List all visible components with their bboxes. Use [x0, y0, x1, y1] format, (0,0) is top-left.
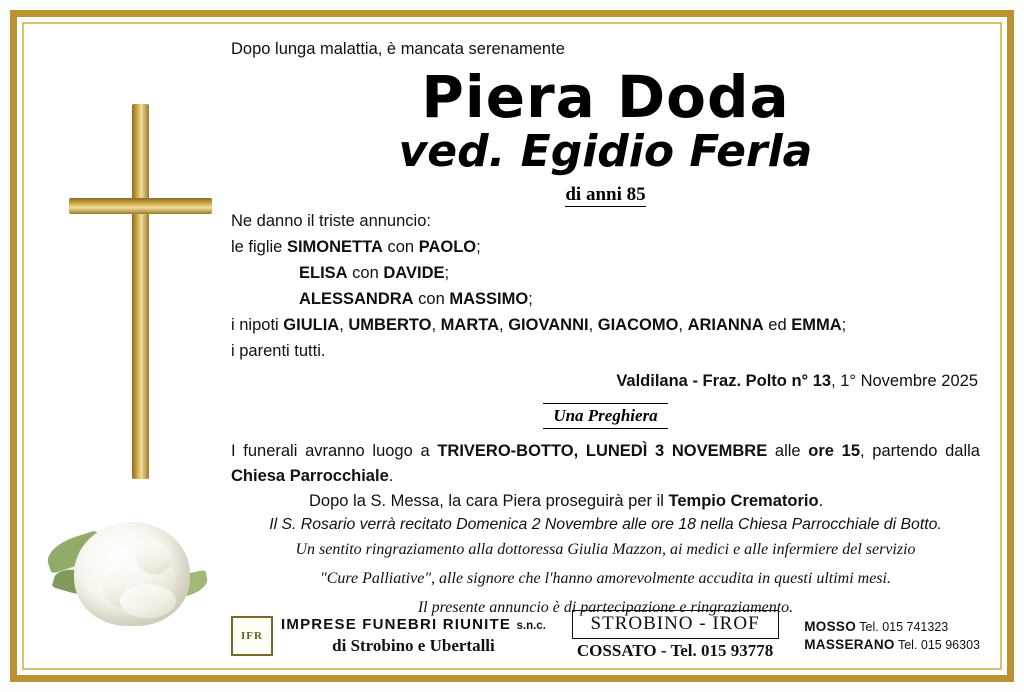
funeral-home-owners: di Strobino e Ubertalli — [332, 635, 495, 655]
funeral-home-logo-icon: IFR — [231, 616, 273, 656]
branch-name-mosso: MOSSO — [804, 618, 857, 634]
age-text: di anni 85 — [565, 183, 646, 205]
family-line-alessandra: ALESSANDRA con MASSIMO; — [299, 289, 533, 308]
deceased-name-primary: Piera Doda — [421, 63, 790, 131]
white-rose-icon — [44, 504, 214, 644]
intro-text: Dopo lunga malattia, è mancata serenamente — [231, 40, 565, 58]
thanks-line-1: Un sentito ringraziamento alla dottoressa Giulia Mazzon, ai medici e alle infermiere del servizio — [295, 541, 916, 559]
announcement-content — [231, 40, 980, 666]
decorative-artwork — [26, 26, 236, 666]
funeral-home-footer — [231, 608, 984, 664]
funeral-home-name — [281, 616, 546, 635]
deceased-name-secondary: ved. Egidio Ferla — [398, 126, 813, 178]
cross-crossbar-icon — [69, 198, 212, 214]
place-and-date: Valdilana - Fraz. Polto n° 13, 1° Novembre 2025 — [616, 371, 978, 390]
family-line-daughters: le figlie SIMONETTA con PAOLO; — [231, 237, 481, 256]
thanks-line-3: Il presente annuncio è di partecipazione e ringraziamento. — [417, 598, 794, 616]
poster-sheet — [26, 26, 998, 666]
family-line-relatives: i parenti tutti. — [231, 341, 326, 360]
funeral-details: I funerali avranno luogo a TRIVERO-BOTTO, LUNEDÌ 3 NOVEMBRE alle ore 15, partendo dalla Chiesa Parrocchiale. — [231, 441, 980, 485]
family-line-elisa: ELISA con DAVIDE; — [299, 263, 450, 282]
branch-contacts — [804, 618, 984, 654]
funeral-home-name-text: IMPRESE FUNEBRI RIUNITE — [281, 616, 512, 633]
brand-box-text: STROBINO - IROF — [572, 610, 779, 639]
rose-bloom — [74, 522, 190, 626]
family-line-grandchildren: i nipoti GIULIA, UMBERTO, MARTA, GIOVANNI, GIACOMO, ARIANNA ed EMMA; — [231, 315, 847, 334]
funeral-home-name-block — [281, 616, 546, 656]
branch-contact-mosso — [804, 618, 980, 636]
notice-lead: Ne danno il triste annuncio: — [231, 211, 431, 230]
mass-details: Dopo la S. Messa, la cara Piera proseguirà per il Tempio Crematorio. — [309, 492, 824, 511]
branch-contact-masserano — [804, 636, 980, 654]
cross-icon — [132, 104, 149, 479]
funeral-home-identity — [231, 616, 546, 656]
age-line — [231, 184, 980, 206]
funeral-home-legal-suffix: s.n.c. — [516, 620, 546, 632]
rosary-details: Il S. Rosario verrà recitato Domenica 2 Novembre alle ore 18 nella Chiesa Parrocchiale di Botto. — [269, 516, 942, 534]
branch-phone-masserano: Tel. 015 96303 — [897, 638, 980, 652]
rose-petal — [120, 584, 176, 618]
branch-phone-mosso: Tel. 015 741323 — [859, 619, 949, 634]
prayer-banner — [231, 403, 980, 429]
thanks-line-2: "Cure Palliative", alle signore che l'hanno amorevolmente accudita in questi ultimi mesi. — [320, 570, 891, 588]
funeral-home-brand — [572, 610, 779, 661]
brand-location-phone: COSSATO - Tel. 015 93778 — [576, 641, 774, 661]
branch-name-masserano: MASSERANO — [804, 637, 895, 652]
prayer-text: Una Preghiera — [543, 403, 667, 429]
